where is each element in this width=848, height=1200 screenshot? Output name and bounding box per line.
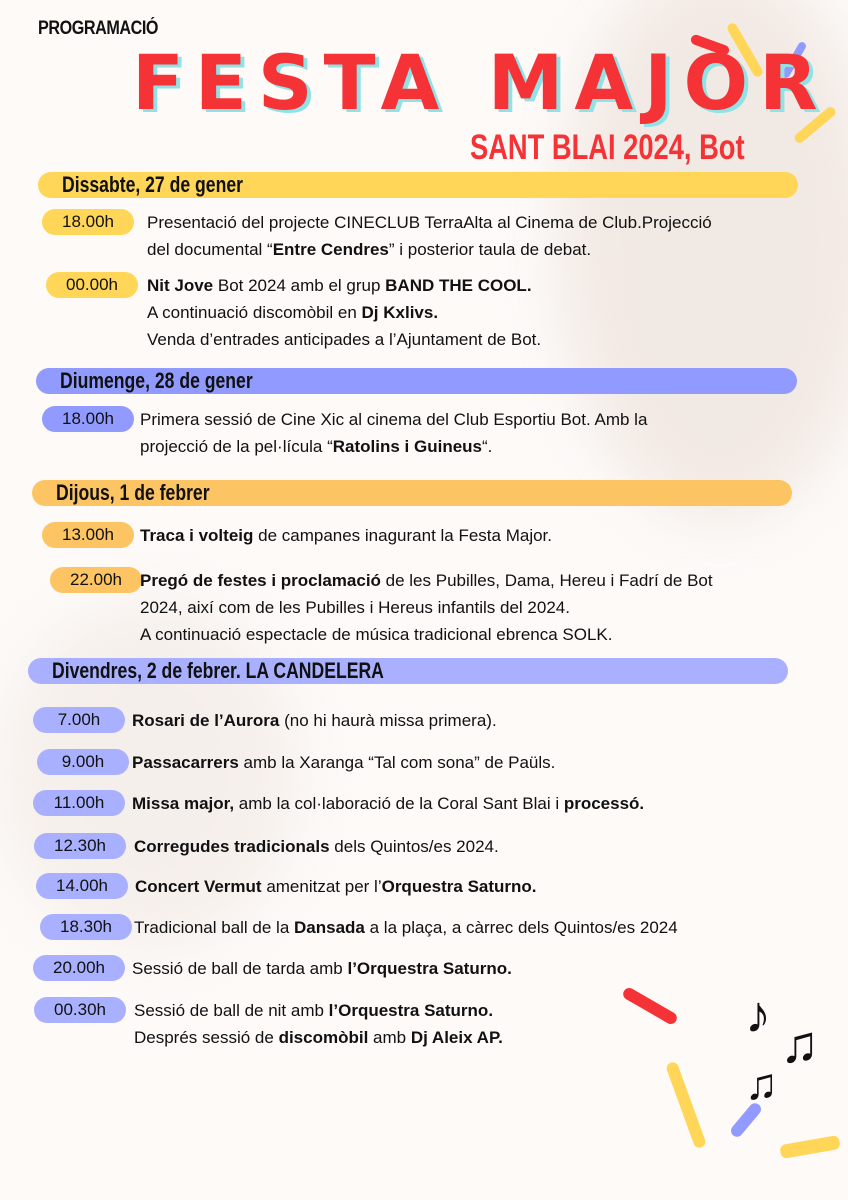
day-header (38, 172, 798, 198)
highlight-text: Dj Aleix AP. (410, 1028, 503, 1047)
time-badge: 13.00h (42, 522, 134, 548)
time-badge: 00.30h (34, 997, 126, 1023)
description-line (147, 299, 541, 326)
kicker: PROGRAMACIÓ (38, 18, 159, 39)
text: amb (368, 1028, 411, 1047)
text: 2024, així com de les Pubilles i Hereus infantils del 2024. (140, 598, 570, 617)
music-notes-icon: ♫ (745, 1060, 778, 1109)
text: Presentació del projecte CINECLUB TerraAlta al Cinema de Club.Projecció (147, 213, 712, 232)
highlight-text: Rosari de l’Aurora (132, 711, 280, 730)
text: (no hi haurà missa primera). (279, 711, 497, 730)
event-description (134, 997, 503, 1051)
text: de campanes inagurant la Festa Major. (253, 526, 553, 545)
music-notes-icon: ♫ (780, 1016, 819, 1074)
highlight-text: Dansada (294, 918, 365, 937)
confetti-decoration (665, 1061, 707, 1150)
event-description (140, 567, 713, 648)
time-badge: 22.00h (50, 567, 142, 593)
event-description (132, 749, 555, 776)
description-line (132, 749, 555, 776)
highlight-text: Ratolins i Guineus (332, 437, 483, 456)
time-badge: 12.30h (34, 833, 126, 859)
event-description (132, 707, 497, 734)
text: A continuació espectacle de música tradicional ebrenca SOLK. (140, 625, 613, 644)
day-header (32, 480, 792, 506)
text: Tradicional ball de la (134, 918, 295, 937)
day-header (36, 368, 797, 394)
highlight-text: processó. (563, 794, 645, 813)
description-line (140, 522, 552, 549)
time-badge: 00.00h (46, 272, 138, 298)
highlight-text: Dj Kxlivs. (361, 303, 439, 322)
text: amenitzat per l’ (261, 877, 382, 896)
text: A continuació discomòbil en (147, 303, 362, 322)
time-badge: 9.00h (37, 749, 129, 775)
description-line (135, 873, 537, 900)
page-title: FESTA MAJOR (132, 38, 829, 127)
event-description (132, 790, 644, 817)
highlight-text: Orquestra Saturno. (381, 877, 537, 896)
description-line (132, 955, 512, 982)
confetti-decoration (779, 1135, 841, 1159)
highlight-text: BAND THE COOL. (385, 276, 532, 295)
event-description (147, 209, 712, 263)
highlight-text: Pregó de festes i proclamació (140, 571, 381, 590)
day-label: Diumenge, 28 de gener (60, 368, 253, 393)
event-description (140, 406, 647, 460)
description-line (140, 594, 713, 621)
description-line (140, 567, 713, 594)
day-label: Dijous, 1 de febrer (56, 480, 210, 505)
highlight-text: Passacarrers (132, 753, 239, 772)
description-line (134, 1024, 503, 1051)
text: projecció de la pel·lícula “ (140, 437, 333, 456)
day-header (28, 658, 788, 684)
day-label: Dissabte, 27 de gener (62, 172, 243, 197)
text: amb la Xaranga “Tal com sona” de Paüls. (238, 753, 556, 772)
description-line (134, 833, 499, 860)
description-line (147, 209, 712, 236)
text: ” i posterior taula de debat. (388, 240, 592, 259)
highlight-text: discomòbil (278, 1028, 369, 1047)
description-line (147, 236, 712, 263)
text: Sessió de ball de nit amb (134, 1001, 329, 1020)
time-badge: 7.00h (33, 707, 125, 733)
time-badge: 18.30h (40, 914, 132, 940)
description-line (134, 997, 503, 1024)
text: amb la col·laboració de la Coral Sant Blai i (234, 794, 564, 813)
description-line (140, 433, 647, 460)
confetti-decoration (621, 986, 679, 1026)
time-badge: 18.00h (42, 209, 134, 235)
text: Primera sessió de Cine Xic al cinema del Club Esportiu Bot. Amb la (140, 410, 648, 429)
text: dels Quintos/es 2024. (329, 837, 499, 856)
highlight-text: l’Orquestra Saturno. (347, 959, 512, 978)
time-badge: 18.00h (42, 406, 134, 432)
highlight-text: Missa major, (132, 794, 235, 813)
event-description (135, 873, 537, 900)
text: “. (482, 437, 493, 456)
text: Després sessió de (134, 1028, 279, 1047)
highlight-text: Concert Vermut (135, 877, 262, 896)
description-line (147, 272, 541, 299)
day-label: Divendres, 2 de febrer. LA CANDELERA (52, 658, 384, 683)
description-line (134, 914, 678, 941)
highlight-text: Entre Cendres (272, 240, 389, 259)
time-badge: 11.00h (33, 790, 125, 816)
highlight-text: Corregudes tradicionals (134, 837, 330, 856)
text: a la plaça, a càrrec dels Quintos/es 2024 (364, 918, 678, 937)
description-line (132, 707, 497, 734)
subtitle: SANT BLAI 2024, Bot (470, 128, 745, 167)
event-description (147, 272, 541, 353)
event-description (132, 955, 512, 982)
highlight-text: Nit Jove (147, 276, 214, 295)
text: Venda d’entrades anticipades a l’Ajuntament de Bot. (147, 330, 542, 349)
event-description (140, 522, 552, 549)
text: del documental “ (147, 240, 273, 259)
text: Sessió de ball de tarda amb (132, 959, 348, 978)
time-badge: 20.00h (33, 955, 125, 981)
description-line (147, 326, 541, 353)
event-description (134, 914, 678, 941)
description-line (140, 621, 713, 648)
highlight-text: l’Orquestra Saturno. (328, 1001, 494, 1020)
text: Bot 2024 amb el grup (213, 276, 386, 295)
description-line (140, 406, 647, 433)
description-line (132, 790, 644, 817)
text: de les Pubilles, Dama, Hereu i Fadrí de Bot (380, 571, 713, 590)
event-description (134, 833, 499, 860)
time-badge: 14.00h (36, 873, 128, 899)
music-notes-icon: ♪ (745, 986, 771, 1044)
highlight-text: Traca i volteig (140, 526, 254, 545)
